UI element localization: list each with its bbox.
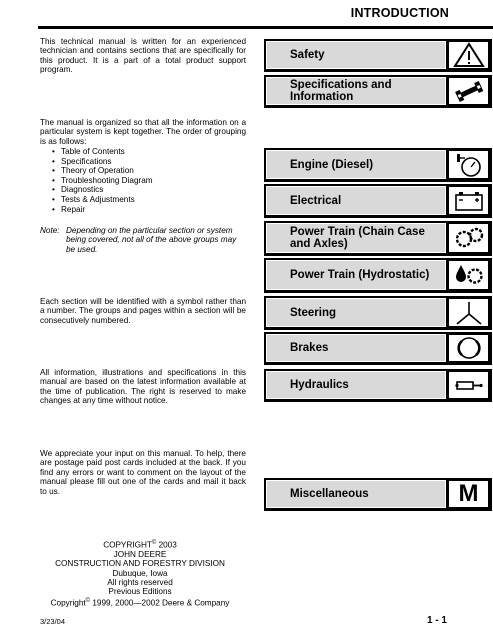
page-title: INTRODUCTION — [350, 6, 449, 20]
gears-icon — [448, 223, 489, 253]
information-paragraph: All information, illustrations and specifications in this manual are based on the latest information available at the time of publication. The right is reserved to make changes at any time without notice. — [40, 368, 246, 406]
section-label: Specifications and Information — [266, 77, 446, 105]
letter-m-icon: M — [448, 480, 489, 508]
section-label: Steering — [266, 298, 446, 327]
section-tab-hydraulics[interactable] — [264, 369, 492, 402]
section-symbol-paragraph: Each section will be identified with a symbol rather than a number. The groups and pages within a section will be consecutively numbered. — [40, 297, 246, 325]
section-tab-engine[interactable] — [264, 148, 492, 182]
section-tab-electrical[interactable] — [264, 184, 492, 218]
list-item: • Specifications — [52, 157, 153, 167]
section-tab-safety[interactable] — [264, 39, 492, 72]
list-item: • Troubleshooting Diagram — [52, 176, 153, 186]
section-tab-specifications[interactable] — [264, 75, 492, 108]
list-item: • Table of Contents — [52, 147, 153, 157]
section-label: Engine (Diesel) — [266, 150, 446, 179]
wrench-icon — [448, 77, 489, 105]
battery-icon — [448, 186, 489, 215]
organization-paragraph: The manual is organized so that all the information on a particular system is kept together. The order of grouping is as follows: — [40, 118, 246, 146]
list-item: • Diagnostics — [52, 185, 153, 195]
warning-triangle-icon — [448, 41, 489, 69]
section-label: Safety — [266, 41, 446, 69]
previous-editions: Previous Editions — [108, 587, 172, 597]
section-label: Electrical — [266, 186, 446, 215]
section-label: Hydraulics — [266, 371, 446, 399]
list-item: • Theory of Operation — [52, 166, 153, 176]
note-text: Depending on the particular section or system being covered, not all of the above groups may be used. — [66, 226, 237, 254]
steering-icon — [448, 298, 489, 327]
section-label: Brakes — [266, 334, 446, 362]
hydrostatic-icon — [448, 260, 489, 290]
note-label: Note: — [40, 226, 60, 235]
page-number: 1 - 1 — [426, 615, 447, 626]
footer-date: 3/23/04 — [40, 617, 66, 626]
section-tab-steering[interactable] — [264, 296, 492, 330]
list-item: • Tests & Adjustments — [52, 195, 153, 205]
location: Dubuque, Iowa — [112, 568, 168, 578]
section-tab-power-train-hydrostatic[interactable] — [264, 258, 492, 293]
section-tab-brakes[interactable] — [264, 332, 492, 365]
list-item: • Repair — [52, 205, 153, 215]
rights-line: All rights reserved — [107, 577, 173, 587]
intro-paragraph: This technical manual is written for an experienced technician and contains sections that are specifically for this product. It is a part of a total product support program. — [40, 37, 246, 75]
division-name: CONSTRUCTION AND FORESTRY DIVISION — [55, 559, 225, 569]
previous-copyright: Copyright© 1999, 2000—2002 Deere & Company — [50, 597, 230, 608]
section-label: Power Train (Hydrostatic) — [266, 260, 446, 290]
section-tab-miscellaneous[interactable] — [264, 478, 492, 511]
brake-icon — [448, 334, 489, 362]
copyright-block — [40, 539, 240, 608]
feedback-paragraph: We appreciate your input on this manual. To help, there are postage paid post cards included at the back. If you find any errors or want to comment on the layout of the manual please fill out one of the cards and mail it back to us. — [40, 449, 246, 496]
section-label: Power Train (Chain Case and Axles) — [266, 223, 446, 253]
engine-icon — [448, 150, 489, 179]
hydraulic-cylinder-icon — [448, 371, 489, 399]
note — [40, 226, 246, 254]
header-rule — [38, 26, 493, 29]
groups-list — [52, 147, 153, 214]
section-label: Miscellaneous — [266, 480, 446, 508]
company-name: JOHN DEERE — [113, 550, 167, 560]
copyright-line: COPYRIGHT© 2003 — [103, 540, 177, 550]
section-tab-power-train-chain[interactable] — [264, 221, 492, 256]
